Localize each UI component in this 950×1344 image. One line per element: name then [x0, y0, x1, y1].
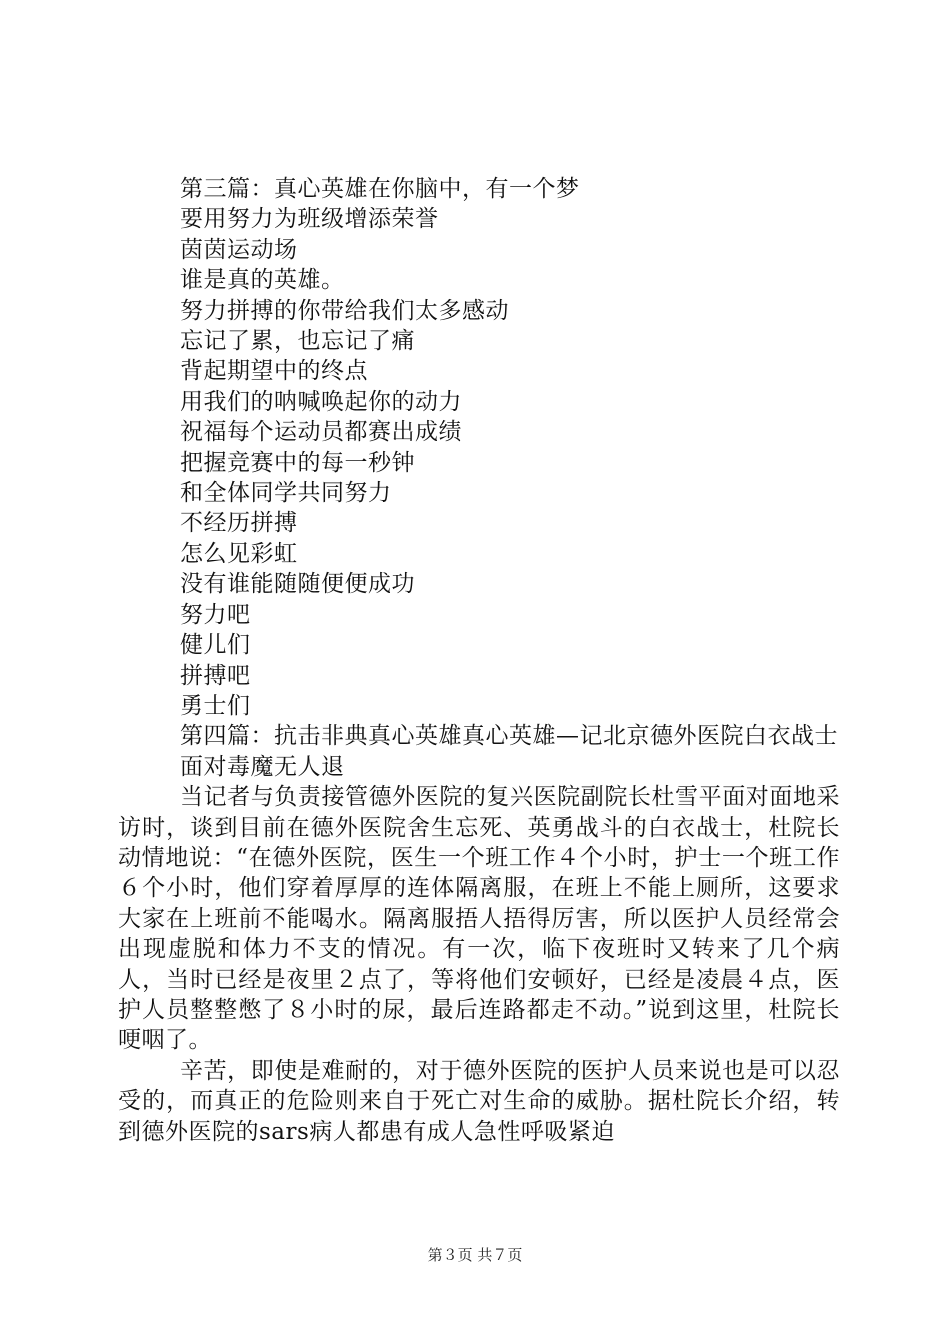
poem-line: 怎么见彩虹 — [180, 540, 298, 567]
poem-line: 拼搏吧 — [180, 662, 251, 689]
body-paragraph: 当记者与负责接管德外医院的复兴医院副院长杜雪平面对面地采访时，谈到目前在德外医院舍生忘死、英勇战斗的白衣战士，杜院长动情地说：“在德外医院，医生一个班工作４个小时，护士一个班工作６个小时，他们穿着厚厚的连体隔离服，在班上不能上厕所，这要求大家在上班前不能喝水。隔离服捂人捂得厉害，所以医护人员经常会出现虚脱和体力不支的情况。有一次，临下夜班时又转来了几个病人，当时已经是夜里２点了，等将他们安顿好，已经是凌晨４点，医护人员整整憋了８小时的尿，最后连路都走不动。”说到这里，杜院长哽咽了。 — [118, 784, 840, 1054]
section4-subtitle: 面对毒魔无人退 — [180, 753, 345, 780]
poem-line: 勇士们 — [180, 692, 251, 719]
poem-line: 谁是真的英雄。 — [180, 267, 345, 294]
poem-line: 忘记了累，也忘记了痛 — [180, 328, 415, 355]
poem-line: 把握竞赛中的每一秒钟 — [180, 449, 415, 476]
poem-line: 努力吧 — [180, 601, 251, 628]
poem-line: 用我们的呐喊唤起你的动力 — [180, 388, 462, 415]
poem-line: 背起期望中的终点 — [180, 358, 368, 385]
body-paragraph: 辛苦，即使是难耐的，对于德外医院的医护人员来说也是可以忍受的，而真正的危险则来自于死亡对生命的威胁。据杜院长介绍，转到德外医院的sars病人都患有成人急性呼吸紧迫 — [118, 1057, 840, 1145]
document-body — [118, 174, 840, 1147]
poem-line: 健儿们 — [180, 632, 251, 659]
poem-line: 不经历拼搏 — [180, 510, 298, 537]
poem-line: 没有谁能随随便便成功 — [180, 571, 415, 598]
poem-line: 茵茵运动场 — [180, 236, 298, 263]
poem-line: 努力拼搏的你带给我们太多感动 — [180, 297, 509, 324]
section3-title: 第三篇：真心英雄在你脑中，有一个梦 — [180, 176, 580, 202]
page-number: 第３页 共７页 — [427, 1246, 523, 1264]
poem-line: 要用努力为班级增添荣誉 — [180, 206, 439, 233]
section4-title: 第四篇：抗击非典真心英雄真心英雄—记北京德外医院白衣战士 — [180, 723, 838, 750]
poem-line: 和全体同学共同努力 — [180, 480, 392, 507]
poem-line: 祝福每个运动员都赛出成绩 — [180, 419, 462, 446]
